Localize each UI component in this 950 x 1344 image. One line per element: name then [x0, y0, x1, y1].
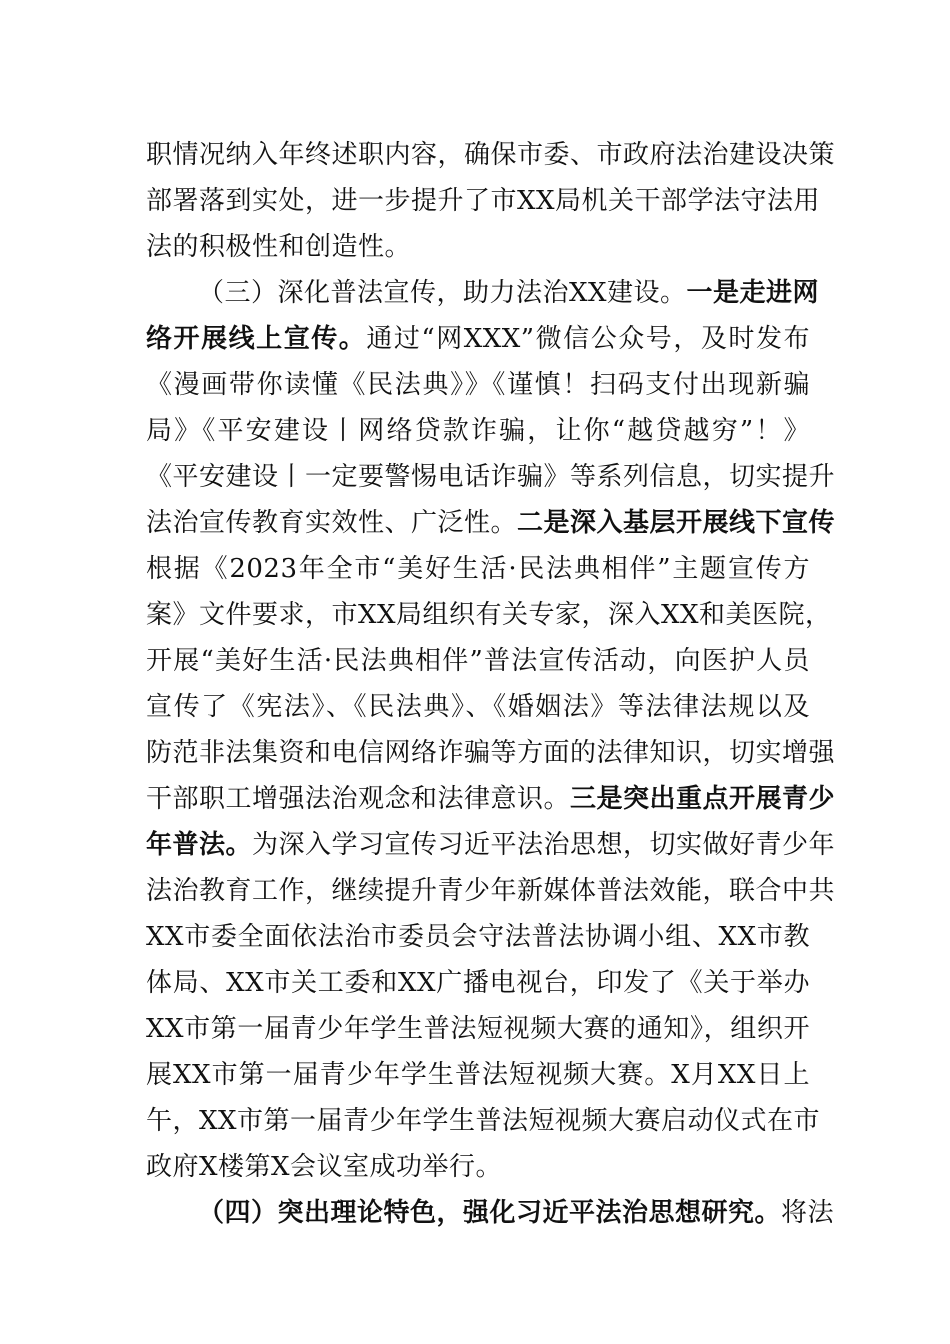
paragraph-line	[146, 687, 810, 727]
text-segment: 法治宣传教育实效性、广泛性。	[146, 508, 518, 538]
text-segment: 局》《平安建设丨网络贷款诈骗，让你“越贷越穷”！》	[146, 416, 810, 446]
bold-text-segment: 年普法。	[146, 830, 253, 860]
text-segment: 为深入学习宣传习近平法治思想，切实做好青少年	[252, 830, 836, 860]
paragraph-line	[146, 365, 810, 405]
paragraph-line	[146, 963, 810, 1003]
text-segment: 《平安建设丨一定要警惕电话诈骗》等系列信息，切实提升	[146, 462, 836, 492]
text-segment: 宣传了《宪法》、《民法典》、《婚姻法》等法律法规以及	[146, 692, 810, 722]
section-heading-four	[198, 1193, 835, 1233]
bold-text-segment: 一是走进网	[686, 278, 820, 308]
text-segment: XX市委全面依法治市委员会守法普法协调小组、XX市教	[146, 922, 810, 952]
text-segment: 将法	[781, 1198, 835, 1228]
paragraph-line	[146, 825, 836, 865]
section-heading-three	[198, 273, 820, 313]
paragraph-line	[146, 1009, 810, 1049]
paragraph-line	[146, 733, 836, 773]
text-segment: 开展“美好生活·民法典相伴”普法宣传活动，向医护人员	[146, 646, 810, 676]
paragraph-line	[146, 503, 836, 543]
text-segment: 午，XX市第一届青少年学生普法短视频大赛启动仪式在市	[146, 1106, 821, 1136]
paragraph-line	[146, 411, 810, 451]
text-segment: 防范非法集资和电信网络诈骗等方面的法律知识，切实增强	[146, 738, 836, 768]
paragraph-line	[146, 779, 836, 819]
paragraph-line	[146, 1147, 502, 1187]
text-segment: （三）深化普法宣传，助力法治XX建设。	[198, 278, 687, 308]
paragraph-line	[146, 135, 836, 175]
bold-text-segment: 络开展线上宣传。	[146, 324, 367, 354]
text-segment: 干部职工增强法治观念和法律意识。	[146, 784, 571, 814]
text-segment: 部署落到实处，进一步提升了市XX局机关干部学法守法用	[146, 186, 821, 216]
paragraph-line	[146, 1101, 821, 1141]
paragraph-line	[146, 457, 836, 497]
text-segment: 《漫画带你读懂《民法典》》《谨慎！扫码支付出现新骗	[146, 370, 810, 400]
paragraph-line	[146, 549, 810, 589]
text-segment: 职情况纳入年终述职内容，确保市委、市政府法治建设决策	[146, 140, 836, 170]
bold-text-segment: 二是深入基层开展线下宣传	[517, 508, 836, 538]
bold-text-segment: （四）突出理论特色，强化习近平法治思想研究。	[198, 1198, 782, 1228]
text-segment: 政府X楼第X会议室成功举行。	[146, 1152, 503, 1182]
paragraph-line	[146, 595, 832, 635]
paragraph-line	[146, 917, 810, 957]
text-segment: 案》文件要求，市XX局组织有关专家，深入XX和美医院，	[146, 600, 832, 630]
text-segment: 法治教育工作，继续提升青少年新媒体普法效能，联合中共	[146, 876, 836, 906]
text-segment: 法的积极性和创造性。	[146, 232, 412, 262]
paragraph-line	[146, 1055, 810, 1095]
paragraph-line	[146, 227, 411, 267]
paragraph-line	[146, 641, 810, 681]
bold-text-segment: 三是突出重点开展青少	[570, 784, 836, 814]
text-segment: 根据《2023年全市“美好生活·民法典相伴”主题宣传方	[146, 554, 810, 584]
paragraph-line	[146, 871, 836, 911]
text-segment: 体局、XX市关工委和XX广播电视台，印发了《关于举办	[146, 968, 810, 998]
text-segment: XX市第一届青少年学生普法短视频大赛的通知》，组织开	[146, 1014, 810, 1044]
text-segment: 展XX市第一届青少年学生普法短视频大赛。X月XX日上	[146, 1060, 810, 1090]
paragraph-line	[146, 319, 810, 359]
paragraph-line	[146, 181, 821, 221]
text-segment: 通过“网XXX”微信公众号，及时发布	[366, 324, 810, 354]
